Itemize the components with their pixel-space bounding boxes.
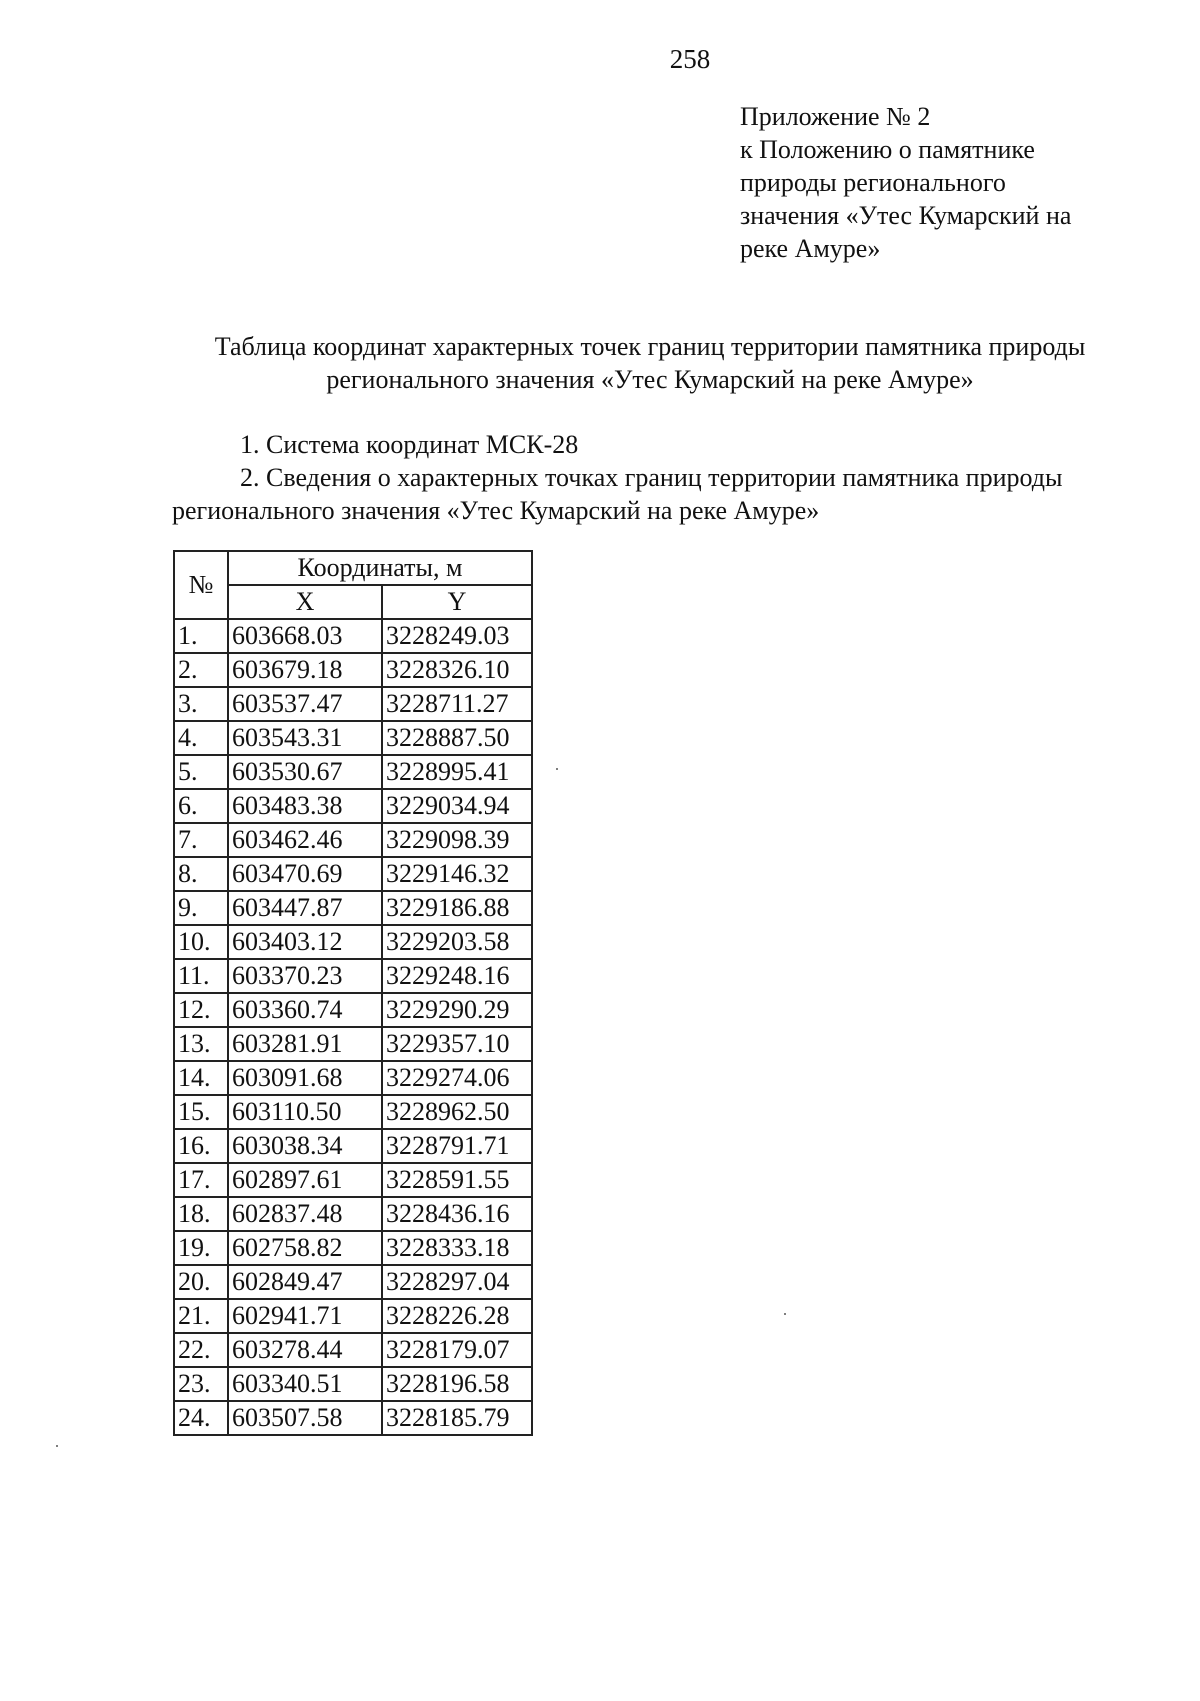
cell-y: 3228995.41 — [382, 755, 532, 789]
points-info-paragraph: 2. Сведения о характерных точках границ территории памятника природы регионального значения «Утес Кумарский на реке Амуре» — [172, 463, 1063, 525]
appendix-line: реке Амуре» — [740, 234, 881, 263]
table-row — [174, 687, 532, 721]
scan-speck — [56, 1445, 58, 1447]
scan-speck — [784, 1313, 786, 1315]
table-row — [174, 925, 532, 959]
cell-number: 14. — [174, 1061, 228, 1095]
table-row — [174, 1061, 532, 1095]
cell-x: 603403.12 — [228, 925, 382, 959]
cell-y: 3229203.58 — [382, 925, 532, 959]
cell-number: 7. — [174, 823, 228, 857]
cell-number: 11. — [174, 959, 228, 993]
cell-y: 3228436.16 — [382, 1197, 532, 1231]
cell-number: 4. — [174, 721, 228, 755]
cell-x: 603507.58 — [228, 1401, 382, 1435]
cell-x: 603278.44 — [228, 1333, 382, 1367]
coordinates-table — [173, 550, 533, 1436]
cell-y: 3229146.32 — [382, 857, 532, 891]
table-subheader-row — [174, 585, 532, 619]
cell-x: 603110.50 — [228, 1095, 382, 1129]
cell-y: 3228226.28 — [382, 1299, 532, 1333]
cell-number: 3. — [174, 687, 228, 721]
cell-x: 603543.31 — [228, 721, 382, 755]
coordinate-system-paragraph: 1. Система координат МСК-28 — [240, 430, 579, 459]
cell-x: 603360.74 — [228, 993, 382, 1027]
cell-number: 13. — [174, 1027, 228, 1061]
cell-number: 21. — [174, 1299, 228, 1333]
cell-x: 603370.23 — [228, 959, 382, 993]
cell-y: 3229248.16 — [382, 959, 532, 993]
document-title-line: Таблица координат характерных точек границ территории памятника природы — [214, 332, 1086, 361]
table-row — [174, 653, 532, 687]
appendix-line: Приложение № 2 — [740, 102, 931, 131]
cell-number: 10. — [174, 925, 228, 959]
coordinates-table-body — [174, 619, 532, 1435]
appendix-line: значения «Утес Кумарский на — [740, 201, 1072, 230]
cell-number: 16. — [174, 1129, 228, 1163]
cell-number: 22. — [174, 1333, 228, 1367]
appendix-line: к Положению о памятнике — [740, 135, 1035, 164]
table-row — [174, 1129, 532, 1163]
table-row — [174, 1401, 532, 1435]
document-title-line: регионального значения «Утес Кумарский на реке Амуре» — [326, 365, 974, 394]
appendix-line: природы регионального — [740, 168, 1006, 197]
cell-y: 3228179.07 — [382, 1333, 532, 1367]
table-row — [174, 1367, 532, 1401]
cell-x: 603668.03 — [228, 619, 382, 653]
cell-y: 3228185.79 — [382, 1401, 532, 1435]
table-row — [174, 993, 532, 1027]
table-row — [174, 1299, 532, 1333]
cell-number: 18. — [174, 1197, 228, 1231]
cell-y: 3228196.58 — [382, 1367, 532, 1401]
table-row — [174, 1231, 532, 1265]
table-row — [174, 755, 532, 789]
cell-x: 602849.47 — [228, 1265, 382, 1299]
cell-number: 2. — [174, 653, 228, 687]
cell-y: 3229034.94 — [382, 789, 532, 823]
table-row — [174, 619, 532, 653]
cell-number: 24. — [174, 1401, 228, 1435]
table-row — [174, 823, 532, 857]
table-row — [174, 1027, 532, 1061]
table-row — [174, 891, 532, 925]
table-row — [174, 721, 532, 755]
cell-x: 602941.71 — [228, 1299, 382, 1333]
cell-x: 603091.68 — [228, 1061, 382, 1095]
table-row — [174, 1163, 532, 1197]
cell-x: 602758.82 — [228, 1231, 382, 1265]
cell-y: 3228333.18 — [382, 1231, 532, 1265]
cell-x: 602837.48 — [228, 1197, 382, 1231]
cell-number: 8. — [174, 857, 228, 891]
table-row — [174, 959, 532, 993]
cell-number: 12. — [174, 993, 228, 1027]
cell-y: 3228249.03 — [382, 619, 532, 653]
document-title — [150, 330, 1150, 396]
header-x: X — [228, 585, 382, 619]
cell-x: 603483.38 — [228, 789, 382, 823]
table-row — [174, 1095, 532, 1129]
cell-x: 603537.47 — [228, 687, 382, 721]
cell-y: 3228297.04 — [382, 1265, 532, 1299]
cell-y: 3228591.55 — [382, 1163, 532, 1197]
cell-number: 9. — [174, 891, 228, 925]
cell-y: 3228791.71 — [382, 1129, 532, 1163]
cell-y: 3228887.50 — [382, 721, 532, 755]
cell-number: 5. — [174, 755, 228, 789]
cell-y: 3229357.10 — [382, 1027, 532, 1061]
cell-x: 603470.69 — [228, 857, 382, 891]
table-row — [174, 857, 532, 891]
table-row — [174, 1333, 532, 1367]
header-number: № — [174, 551, 228, 619]
cell-x: 603447.87 — [228, 891, 382, 925]
cell-number: 23. — [174, 1367, 228, 1401]
page-number: 258 — [669, 44, 711, 74]
cell-x: 602897.61 — [228, 1163, 382, 1197]
cell-number: 1. — [174, 619, 228, 653]
header-coordinates: Координаты, м — [228, 551, 532, 585]
cell-number: 15. — [174, 1095, 228, 1129]
cell-y: 3229186.88 — [382, 891, 532, 925]
cell-y: 3229098.39 — [382, 823, 532, 857]
cell-x: 603038.34 — [228, 1129, 382, 1163]
table-row — [174, 789, 532, 823]
cell-y: 3228326.10 — [382, 653, 532, 687]
cell-x: 603530.67 — [228, 755, 382, 789]
cell-y: 3229290.29 — [382, 993, 532, 1027]
table-row — [174, 1265, 532, 1299]
header-y: Y — [382, 585, 532, 619]
cell-number: 17. — [174, 1163, 228, 1197]
cell-x: 603462.46 — [228, 823, 382, 857]
cell-x: 603340.51 — [228, 1367, 382, 1401]
cell-x: 603281.91 — [228, 1027, 382, 1061]
cell-number: 20. — [174, 1265, 228, 1299]
cell-x: 603679.18 — [228, 653, 382, 687]
appendix-header — [740, 100, 1160, 265]
cell-y: 3229274.06 — [382, 1061, 532, 1095]
cell-number: 6. — [174, 789, 228, 823]
table-header-row — [174, 551, 532, 585]
cell-y: 3228711.27 — [382, 687, 532, 721]
table-row — [174, 1197, 532, 1231]
cell-y: 3228962.50 — [382, 1095, 532, 1129]
scan-speck — [556, 768, 558, 770]
cell-number: 19. — [174, 1231, 228, 1265]
